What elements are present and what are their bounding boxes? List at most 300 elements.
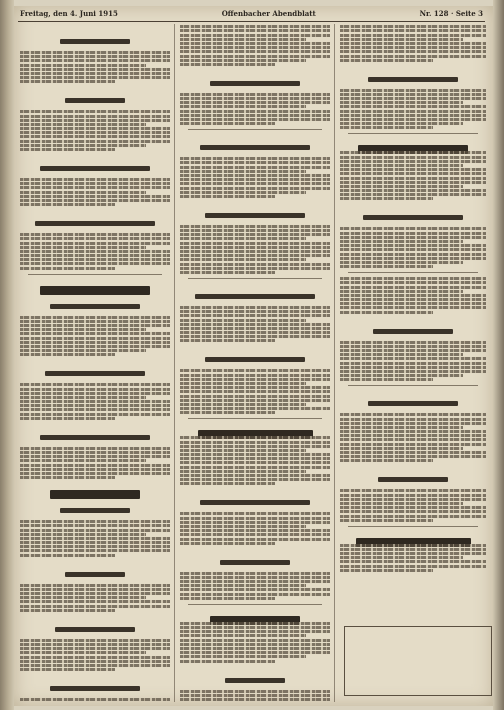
- text-line: [180, 29, 330, 32]
- text-line: [20, 115, 170, 118]
- text-paragraph: [338, 227, 488, 268]
- text-line: [340, 302, 486, 305]
- page-header: [20, 6, 483, 20]
- text-line: [180, 639, 330, 642]
- text-line: [340, 197, 433, 200]
- text-paragraph: [338, 413, 488, 462]
- subheadline: [338, 467, 488, 486]
- text-line: [20, 392, 170, 395]
- text-line: [340, 172, 486, 175]
- text-line: [20, 533, 146, 536]
- text-line: [340, 353, 463, 356]
- text-line: [20, 316, 170, 319]
- text-line: [340, 422, 486, 425]
- text-line: [180, 651, 330, 654]
- text-line: [20, 246, 146, 249]
- text-line: [20, 341, 170, 344]
- text-line: [180, 246, 330, 249]
- text-line: [180, 271, 275, 274]
- text-line: [20, 320, 170, 323]
- text-line: [20, 408, 170, 411]
- text-line: [340, 430, 486, 433]
- subheadline: [178, 284, 332, 303]
- text-line: [340, 189, 486, 192]
- text-line: [340, 25, 486, 28]
- text-line: [20, 584, 170, 587]
- text-line: [20, 609, 115, 612]
- text-line: [340, 519, 433, 522]
- text-line: [180, 225, 330, 228]
- text-line: [20, 520, 170, 523]
- text-line: [180, 97, 330, 100]
- text-line: [180, 55, 330, 58]
- text-line: [180, 411, 275, 414]
- text-line: [340, 413, 486, 416]
- text-line: [180, 403, 306, 406]
- text-line: [20, 524, 170, 527]
- subheadline: [18, 498, 172, 517]
- text-line: [340, 261, 463, 264]
- text-line: [180, 399, 330, 402]
- text-line: [180, 161, 330, 164]
- text-line: [340, 248, 486, 251]
- section-divider: [188, 604, 322, 605]
- text-line: [20, 647, 170, 650]
- text-line: [180, 690, 330, 693]
- section-divider: [348, 526, 478, 527]
- text-line: [180, 655, 306, 658]
- text-line: [340, 455, 486, 458]
- text-line: [180, 449, 306, 452]
- text-line: [20, 643, 170, 646]
- text-line: [20, 549, 170, 552]
- text-line: [340, 281, 486, 284]
- text-line: [20, 464, 170, 467]
- text-line: [180, 258, 306, 261]
- text-line: [340, 105, 486, 108]
- subheadline: [18, 425, 172, 444]
- text-line: [340, 193, 486, 196]
- text-line: [340, 97, 486, 100]
- text-line: [340, 89, 486, 92]
- text-line: [340, 232, 486, 235]
- text-line: [180, 327, 330, 330]
- text-line: [20, 135, 170, 138]
- text-line: [20, 468, 170, 471]
- text-line: [180, 441, 330, 444]
- subheadline-bar: [210, 81, 300, 86]
- text-line: [180, 643, 330, 646]
- text-line: [340, 459, 433, 462]
- text-line: [20, 233, 170, 236]
- text-line: [340, 341, 486, 344]
- section-divider: [348, 385, 478, 386]
- text-paragraph: [178, 512, 332, 544]
- text-line: [180, 576, 330, 579]
- text-line: [20, 59, 170, 62]
- text-line: [340, 544, 486, 547]
- text-line: [180, 314, 330, 317]
- text-line: [180, 698, 330, 701]
- subheadline-bar: [368, 401, 458, 406]
- text-paragraph: [178, 690, 332, 703]
- text-line: [340, 366, 486, 369]
- subheadline-bar: [205, 213, 305, 218]
- advertisement-box: [344, 626, 492, 696]
- text-line: [340, 565, 486, 568]
- text-line: [340, 240, 463, 243]
- text-line: [20, 328, 146, 331]
- section-divider: [188, 129, 322, 130]
- text-line: [340, 418, 486, 421]
- headline: [18, 484, 172, 493]
- text-line: [20, 664, 170, 667]
- text-line: [180, 254, 330, 257]
- text-line: [340, 34, 486, 37]
- text-paragraph: [178, 369, 332, 414]
- text-line: [180, 407, 330, 410]
- text-paragraph: [18, 233, 172, 270]
- text-line: [180, 538, 330, 541]
- text-line: [180, 174, 330, 177]
- text-line: [180, 63, 275, 66]
- subheadline: [18, 211, 172, 230]
- text-line: [340, 556, 463, 559]
- column-left: [18, 24, 172, 702]
- text-line: [340, 59, 433, 62]
- text-line: [20, 76, 170, 79]
- text-line: [180, 597, 275, 600]
- text-line: [340, 447, 463, 450]
- text-line: [20, 237, 170, 240]
- text-line: [340, 378, 433, 381]
- text-line: [340, 569, 433, 572]
- text-line: [180, 521, 330, 524]
- text-line: [180, 335, 330, 338]
- text-paragraph: [178, 572, 332, 600]
- text-line: [340, 236, 486, 239]
- text-line: [180, 478, 330, 481]
- text-line: [340, 560, 486, 563]
- text-line: [180, 622, 330, 625]
- text-line: [180, 267, 330, 270]
- text-line: [20, 110, 170, 113]
- text-line: [20, 127, 170, 130]
- text-line: [340, 494, 486, 497]
- text-line: [180, 647, 330, 650]
- text-line: [180, 588, 330, 591]
- text-line: [180, 25, 330, 28]
- text-line: [20, 337, 170, 340]
- text-line: [340, 311, 433, 314]
- text-line: [340, 434, 486, 437]
- text-line: [180, 660, 275, 663]
- subheadline: [178, 668, 332, 687]
- text-line: [180, 694, 330, 697]
- subheadline-bar: [60, 39, 130, 44]
- text-line: [20, 250, 170, 253]
- text-line: [340, 126, 433, 129]
- subheadline: [18, 617, 172, 636]
- text-paragraph: [338, 544, 488, 572]
- subheadline-bar: [55, 627, 135, 632]
- text-paragraph: [18, 316, 172, 357]
- subheadline-bar: [50, 686, 140, 691]
- text-line: [20, 639, 170, 642]
- text-line: [340, 114, 486, 117]
- header-page-number: Nr. 128 · Seite 3: [419, 8, 483, 18]
- text-line: [340, 438, 486, 441]
- text-line: [20, 242, 170, 245]
- text-line: [340, 29, 486, 32]
- text-line: [20, 451, 170, 454]
- text-line: [180, 229, 330, 232]
- text-line: [20, 182, 170, 185]
- subheadline: [18, 156, 172, 175]
- text-line: [340, 298, 486, 301]
- text-paragraph: [178, 25, 332, 66]
- text-line: [340, 370, 486, 373]
- headline: [338, 139, 488, 148]
- subheadline-bar: [40, 166, 150, 171]
- subheadline: [178, 347, 332, 366]
- subheadline-bar: [60, 508, 130, 513]
- text-line: [340, 357, 486, 360]
- text-line: [20, 417, 115, 420]
- text-line: [20, 332, 170, 335]
- text-line: [20, 668, 115, 671]
- section-divider: [348, 133, 478, 134]
- subheadline-bar: [363, 215, 463, 220]
- text-line: [180, 580, 330, 583]
- text-line: [180, 310, 330, 313]
- text-line: [180, 542, 275, 545]
- text-line: [20, 592, 170, 595]
- subheadline: [18, 29, 172, 48]
- subheadline: [18, 562, 172, 581]
- text-line: [180, 436, 330, 439]
- text-line: [340, 101, 463, 104]
- text-line: [180, 470, 306, 473]
- text-line: [180, 466, 330, 469]
- column-separator: [334, 24, 335, 702]
- text-line: [180, 453, 330, 456]
- text-line: [180, 46, 330, 49]
- text-line: [180, 237, 306, 240]
- text-line: [180, 118, 330, 121]
- text-line: [340, 362, 486, 365]
- text-paragraph: [338, 89, 488, 130]
- text-paragraph: [338, 25, 488, 62]
- text-line: [180, 323, 330, 326]
- text-line: [180, 512, 330, 515]
- text-line: [20, 605, 170, 608]
- text-line: [20, 383, 170, 386]
- subheadline-bar: [378, 477, 448, 482]
- text-line: [340, 306, 486, 309]
- text-line: [340, 498, 486, 501]
- text-line: [180, 93, 330, 96]
- text-line: [180, 395, 330, 398]
- text-line: [180, 170, 306, 173]
- text-line: [20, 186, 170, 189]
- text-line: [340, 227, 486, 230]
- text-line: [180, 525, 306, 528]
- text-line: [180, 242, 330, 245]
- subheadline-bar: [200, 145, 310, 150]
- headline: [338, 532, 488, 541]
- newspaper-page: [14, 6, 493, 706]
- text-line: [20, 195, 170, 198]
- text-line: [180, 339, 275, 342]
- section-divider: [188, 418, 322, 419]
- text-line: [180, 59, 306, 62]
- text-line: [180, 157, 330, 160]
- text-line: [180, 482, 275, 485]
- text-line: [180, 390, 330, 393]
- text-paragraph: [18, 110, 172, 151]
- text-line: [340, 451, 486, 454]
- text-line: [340, 46, 486, 49]
- text-line: [340, 345, 486, 348]
- text-line: [20, 262, 170, 265]
- text-line: [20, 353, 115, 356]
- text-paragraph: [18, 639, 172, 671]
- text-line: [340, 548, 486, 551]
- text-line: [180, 166, 330, 169]
- text-line: [180, 42, 330, 45]
- text-line: [340, 151, 486, 154]
- text-line: [340, 489, 486, 492]
- column-middle: [178, 24, 332, 702]
- text-line: [20, 651, 146, 654]
- text-line: [340, 168, 486, 171]
- text-line: [180, 584, 306, 587]
- subheadline: [178, 71, 332, 90]
- text-line: [340, 349, 486, 352]
- text-line: [340, 257, 486, 260]
- text-line: [340, 93, 486, 96]
- text-line: [20, 131, 170, 134]
- text-line: [20, 64, 146, 67]
- subheadline: [178, 550, 332, 569]
- text-paragraph: [338, 341, 488, 382]
- text-paragraph: [18, 178, 172, 206]
- text-line: [340, 122, 463, 125]
- section-divider: [348, 272, 478, 273]
- subheadline-bar: [35, 221, 155, 226]
- text-paragraph: [338, 151, 488, 200]
- text-line: [180, 533, 330, 536]
- text-line: [20, 345, 170, 348]
- subheadline: [18, 294, 172, 313]
- text-line: [180, 529, 330, 532]
- text-line: [20, 72, 170, 75]
- subheadline-bar: [368, 77, 458, 82]
- text-line: [180, 122, 275, 125]
- text-line: [340, 443, 486, 446]
- text-line: [340, 277, 486, 280]
- text-line: [340, 164, 463, 167]
- subheadline: [178, 490, 332, 509]
- text-line: [20, 388, 170, 391]
- text-paragraph: [178, 225, 332, 274]
- text-paragraph: [178, 622, 332, 663]
- text-line: [20, 596, 146, 599]
- text-paragraph: [338, 489, 488, 521]
- text-line: [20, 55, 170, 58]
- subheadline: [18, 676, 172, 695]
- text-paragraph: [178, 306, 332, 343]
- section-divider: [28, 274, 162, 275]
- text-paragraph: [18, 520, 172, 557]
- text-paragraph: [18, 698, 172, 702]
- text-line: [180, 250, 330, 253]
- text-line: [20, 600, 170, 603]
- subheadline-bar: [40, 435, 150, 440]
- text-line: [340, 286, 486, 289]
- header-rule: [18, 21, 485, 22]
- text-line: [180, 474, 330, 477]
- text-line: [180, 182, 330, 185]
- text-line: [180, 593, 330, 596]
- subheadline-bar: [50, 304, 140, 309]
- text-line: [20, 396, 146, 399]
- text-line: [20, 267, 115, 270]
- text-line: [20, 203, 115, 206]
- text-line: [180, 445, 330, 448]
- text-line: [180, 187, 330, 190]
- text-line: [20, 148, 115, 151]
- subheadline: [338, 205, 488, 224]
- text-line: [180, 110, 330, 113]
- text-line: [340, 374, 463, 377]
- text-line: [180, 331, 330, 334]
- text-line: [340, 110, 486, 113]
- text-line: [180, 517, 330, 520]
- headline: [178, 424, 332, 433]
- text-paragraph: [18, 383, 172, 420]
- text-line: [180, 38, 306, 41]
- text-line: [180, 178, 330, 181]
- subheadline-bar: [220, 560, 290, 565]
- page-edge: [493, 0, 504, 710]
- text-line: [340, 42, 486, 45]
- text-line: [180, 457, 330, 460]
- text-line: [20, 68, 170, 71]
- subheadline-bar: [195, 294, 315, 299]
- text-paragraph: [338, 277, 488, 314]
- text-paragraph: [178, 436, 332, 485]
- text-line: [20, 258, 170, 261]
- column-separator: [174, 24, 175, 702]
- text-line: [20, 698, 170, 701]
- subheadline: [178, 135, 332, 154]
- text-line: [180, 306, 330, 309]
- text-line: [340, 160, 486, 163]
- text-line: [20, 123, 146, 126]
- text-line: [20, 545, 170, 548]
- text-line: [180, 50, 330, 53]
- text-line: [180, 233, 330, 236]
- text-line: [340, 502, 463, 505]
- section-divider: [188, 278, 322, 279]
- text-paragraph: [18, 447, 172, 479]
- text-line: [180, 626, 330, 629]
- text-line: [180, 369, 330, 372]
- text-line: [340, 510, 486, 513]
- text-line: [180, 34, 330, 37]
